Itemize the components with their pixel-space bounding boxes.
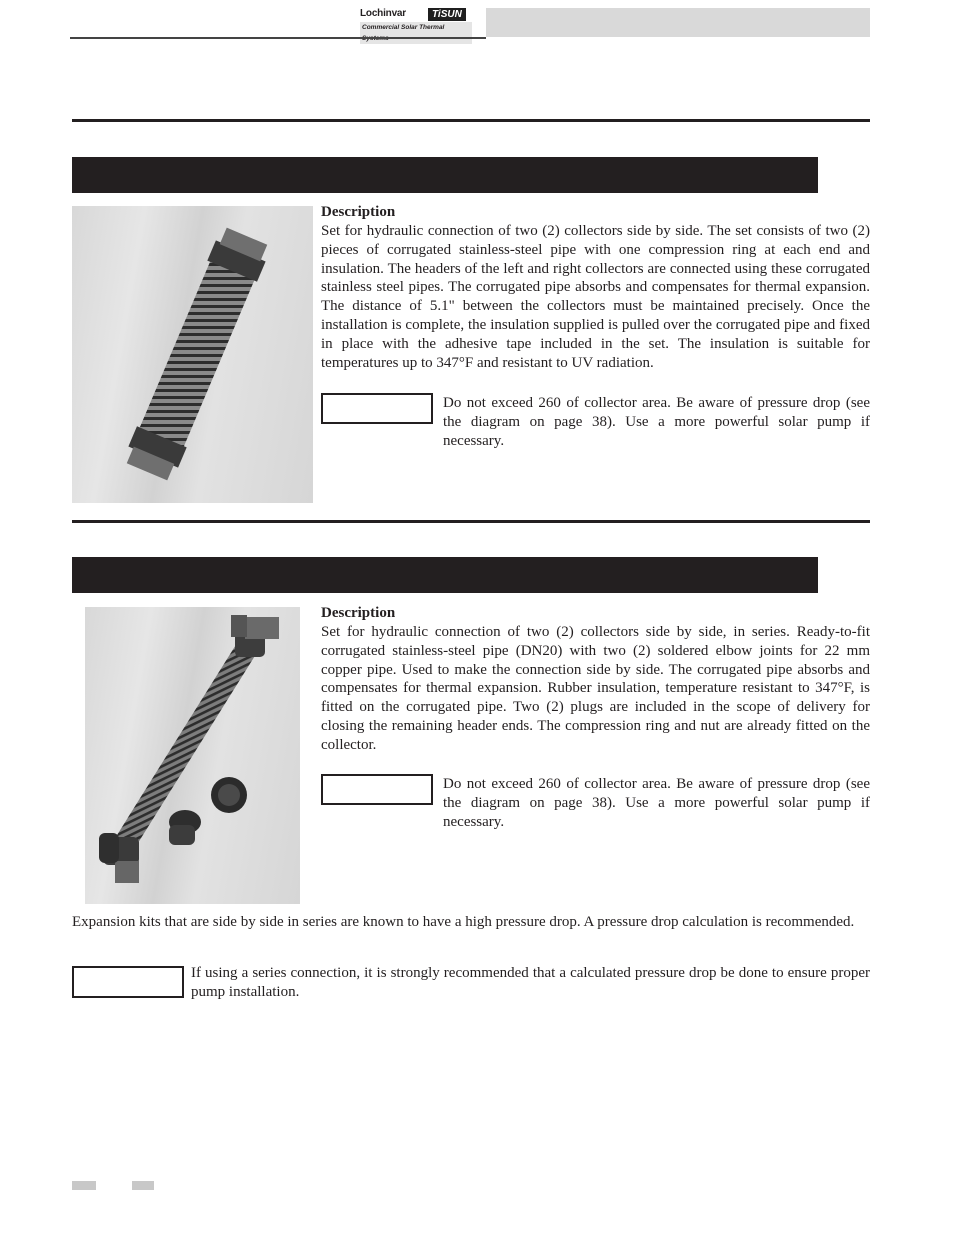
corrugated-pipe-illustration bbox=[72, 206, 313, 503]
plug-icon bbox=[169, 810, 201, 845]
section-divider bbox=[72, 119, 870, 122]
final-notice-text: If using a series connection, it is strongly recommended that a calculated pressure drop be done to ensure proper pump installation. bbox=[191, 965, 870, 1000]
section-heading-bar bbox=[72, 157, 818, 193]
logo-tagline: Commercial Solar Thermal bbox=[360, 22, 472, 44]
section-divider bbox=[72, 520, 870, 523]
plug-icon bbox=[211, 777, 247, 813]
description-text: Set for hydraulic connection of two (2) collectors side by side. The set consists of two (2) pieces of corrugated stainless-steel pipe with one compression ring at each end and insulation. The headers of the left and right collectors are connected using these corrugated stainless steel pipes. The corrugated pipe absorbs and compensates for thermal expansion. The distance of 5.1" between the collectors must be maintained precisely. Once the installation is complete, the insulation supplied is pulled over the corrugated pipe and fixed in place with the adhesive tape included in the set. The insulation is suitable for temperatures up to 347°F and resistant to UV radiation. bbox=[321, 223, 870, 371]
notice-label-box bbox=[72, 966, 184, 998]
logo-product: TiSUN bbox=[428, 8, 466, 21]
notice-label-box bbox=[321, 393, 433, 424]
logo-brand: Lochinvar bbox=[360, 8, 406, 19]
section1-description bbox=[321, 203, 870, 372]
section2-description bbox=[321, 604, 870, 755]
description-text: Set for hydraulic connection of two (2) collectors side by side, in series. Ready-to-fit corrugated stainless-steel pipe (DN20) with two (2) soldered elbow joints for 22 mm copper pipe. Used to make the connection side by side. The corrugated pipe absorbs and compensates for thermal expansion. Rubber insulation, temperature resistant to 347°F, is fitted on the corrugated pipe. Two (2) plugs are included in the scope of delivery for closing the remaining header ends. The compression ring and nut are already fitted on the collector. bbox=[321, 624, 870, 753]
notice-text: Do not exceed 260 of collector area. Be aware of pressure drop (see the diagram on page 38). Use a more powerful solar pump if necessary. bbox=[443, 395, 870, 449]
header-divider bbox=[70, 37, 486, 39]
series-kit-photo bbox=[85, 607, 300, 904]
footer-tab bbox=[132, 1181, 154, 1190]
section-heading-bar bbox=[72, 557, 818, 593]
brand-logo bbox=[360, 8, 472, 35]
header-bar bbox=[486, 8, 870, 37]
series-note: Expansion kits that are side by side in series are known to have a high pressure drop. A pressure drop calculation is recommended. bbox=[72, 914, 855, 930]
expansion-kit-photo bbox=[72, 206, 313, 503]
series-pipe-illustration bbox=[85, 607, 300, 904]
notice-text: Do not exceed 260 of collector area. Be aware of pressure drop (see the diagram on page 38). Use a more powerful solar pump if necessary. bbox=[443, 776, 870, 830]
description-label: Description bbox=[321, 605, 396, 621]
description-label: Description bbox=[321, 204, 396, 220]
notice-label-box bbox=[321, 774, 433, 805]
footer-tab bbox=[72, 1181, 96, 1190]
